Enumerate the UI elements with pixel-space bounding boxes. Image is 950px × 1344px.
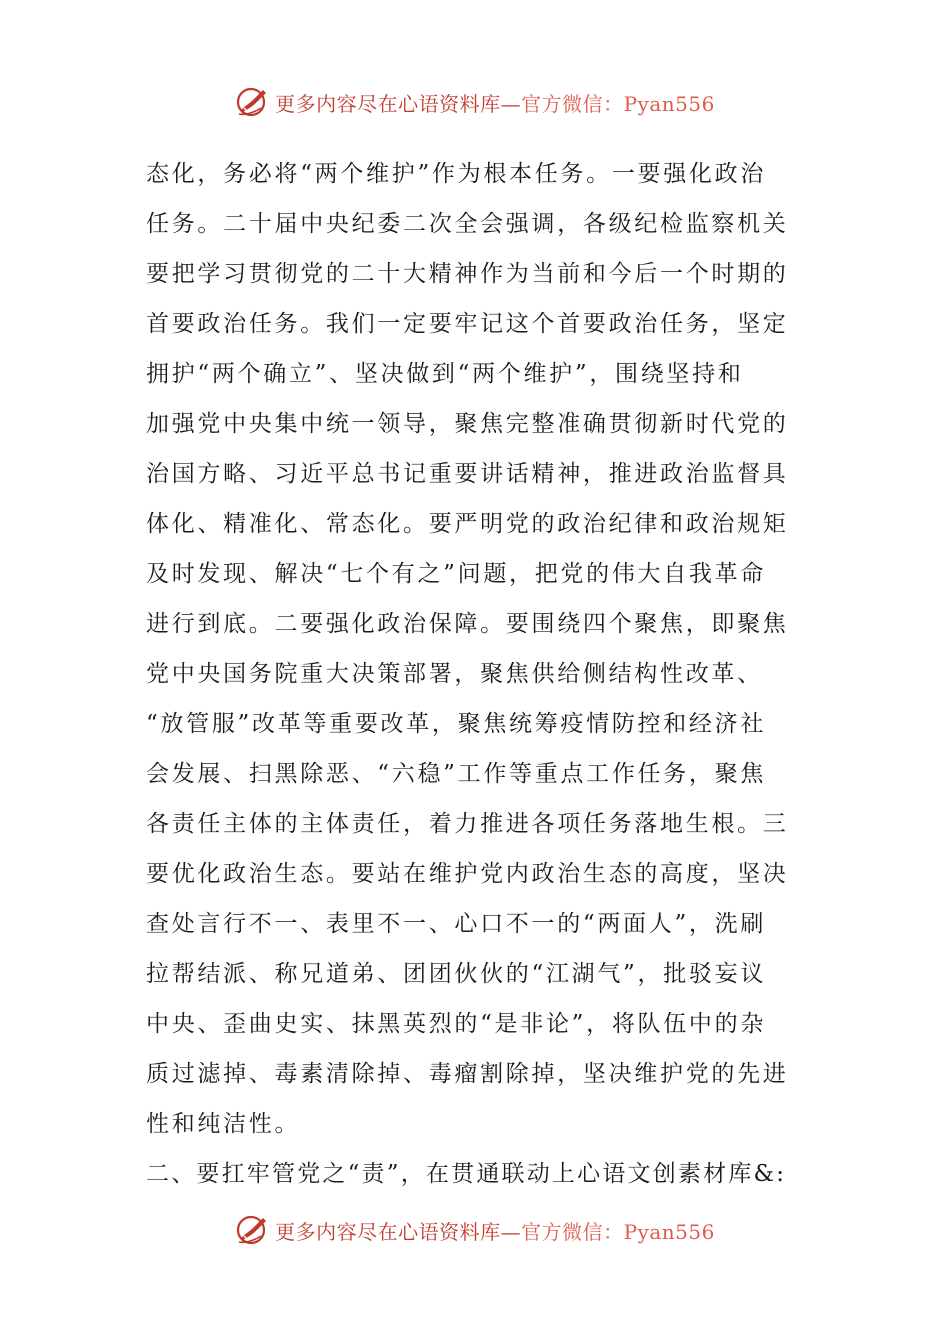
footer-banner-text (275, 1216, 715, 1245)
body-line: 中央、歪曲史实、抹黑英烈的“是非论”，将队伍中的杂 (146, 1011, 767, 1037)
header-banner-inner (235, 84, 715, 120)
body-line: “放管服”改革等重要改革，聚焦统筹疫情防控和经济社 (146, 711, 767, 737)
body-line: 各责任主体的主体责任，着力推进各项任务落地生根。三 (146, 811, 789, 837)
body-line: 进行到底。二要强化政治保障。要围绕四个聚焦，即聚焦 (146, 611, 789, 637)
body-line: 加强党中央集中统一领导，聚焦完整准确贯彻新时代党的 (146, 411, 789, 437)
body-line: 会发展、扫黑除恶、“六稳”工作等重点工作任务，聚焦 (146, 761, 767, 787)
footer-site-text: 更多内容尽在心语资料库 (275, 1219, 501, 1244)
header-banner (0, 82, 950, 122)
footer-separator: — (500, 1219, 522, 1244)
footer-banner (0, 1210, 950, 1250)
body-line: 党中央国务院重大决策部署，聚焦供给侧结构性改革、 (146, 661, 763, 687)
body-line: 治国方略、习近平总书记重要讲话精神，推进政治监督具 (146, 461, 789, 487)
body-line: 首要政治任务。我们一定要牢记这个首要政治任务，坚定 (146, 311, 789, 337)
body-line: 态化，务必将“两个维护”作为根本任务。一要强化政治 (146, 161, 767, 187)
body-line: 查处言行不一、表里不一、心口不一的“两面人”，洗刷 (146, 911, 767, 937)
body-line: 及时发现、解决“七个有之”问题，把党的伟大自我革命 (146, 561, 767, 587)
pen-logo-icon (235, 84, 271, 120)
header-site-text: 更多内容尽在心语资料库 (275, 91, 501, 116)
body-line: 拉帮结派、称兄道弟、团团伙伙的“江湖气”，批驳妄议 (146, 961, 767, 987)
body-line: 任务。二十届中央纪委二次全会强调，各级纪检监察机关 (146, 211, 789, 237)
section-heading: 二、要扛牢管党之“责”，在贯通联动上心语文创素材库&: (146, 1161, 787, 1187)
header-separator: — (500, 91, 522, 116)
header-banner-text (275, 88, 715, 117)
body-line: 质过滤掉、毒素清除掉、毒瘤割除掉，坚决维护党的先进 (146, 1061, 789, 1087)
footer-banner-inner (235, 1212, 715, 1248)
body-line: 拥护“两个确立”、坚决做到“两个维护”，围绕坚持和 (146, 361, 744, 387)
footer-official-text: 官方微信：Pyan556 (521, 1219, 715, 1244)
body-line: 要优化政治生态。要站在维护党内政治生态的高度，坚决 (146, 861, 789, 887)
document-body (146, 149, 818, 1199)
body-line: 体化、精准化、常态化。要严明党的政治纪律和政治规矩 (146, 511, 789, 537)
body-line: 性和纯洁性。 (146, 1111, 301, 1137)
pen-logo-icon (235, 1212, 271, 1248)
header-official-text: 官方微信：Pyan556 (521, 91, 715, 116)
body-line: 要把学习贯彻党的二十大精神作为当前和今后一个时期的 (146, 261, 789, 287)
